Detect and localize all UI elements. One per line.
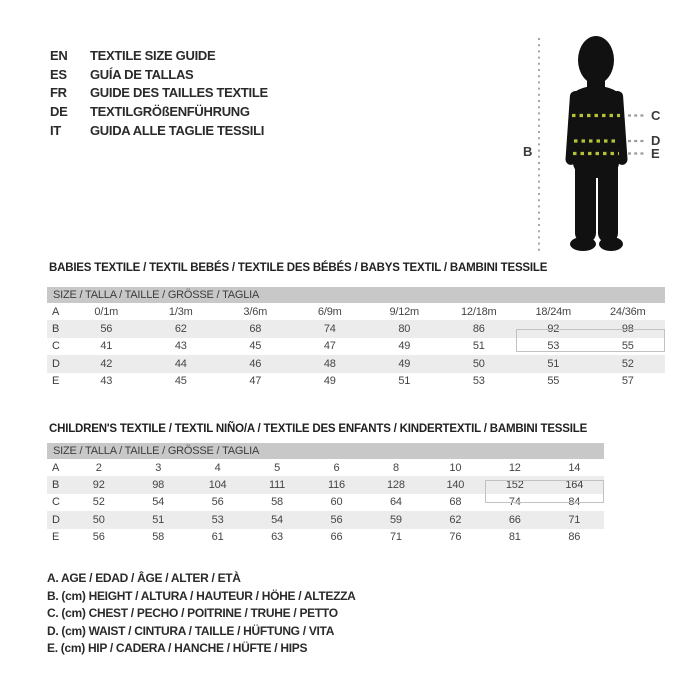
size-value-cell: 43 — [174, 340, 187, 353]
size-value-cell: 6/9m — [317, 305, 342, 318]
size-value-cell: 55 — [621, 340, 634, 353]
size-value-cell: 74 — [508, 496, 521, 509]
size-value-cell: 56 — [211, 496, 224, 509]
size-value-cell: 74 — [323, 323, 336, 336]
size-value-cell: 41 — [100, 340, 113, 353]
size-value-cell: 51 — [547, 357, 560, 370]
size-value-cell: 62 — [449, 513, 462, 526]
language-row — [50, 83, 268, 102]
size-value-cell: 56 — [100, 323, 113, 336]
babies-size-header-bar: SIZE / TALLA / TAILLE / GRÖSSE / TAGLIA — [47, 287, 665, 303]
size-value-cell: 3 — [155, 461, 162, 474]
row-label: D — [52, 513, 60, 526]
language-code: IT — [50, 122, 61, 138]
size-value-cell: 66 — [330, 531, 343, 544]
size-value-cell: 4 — [214, 461, 221, 474]
size-value-cell: 62 — [174, 323, 187, 336]
size-value-cell: 51 — [398, 375, 411, 388]
size-value-cell: 64 — [389, 496, 402, 509]
row-label: C — [52, 496, 60, 509]
size-value-cell: 47 — [249, 375, 262, 388]
size-value-cell: 18/24m — [535, 305, 571, 318]
size-value-cell: 152 — [505, 479, 524, 492]
language-label: TEXTILGRÖßENFÜHRUNG — [90, 103, 250, 119]
size-value-cell: 14 — [568, 461, 581, 474]
size-value-cell: 53 — [211, 513, 224, 526]
size-value-cell: 52 — [92, 496, 105, 509]
size-value-cell: 51 — [472, 340, 485, 353]
size-value-cell: 76 — [449, 531, 462, 544]
size-value-cell: 71 — [389, 531, 402, 544]
size-value-cell: 24/36m — [610, 305, 646, 318]
size-value-cell: 59 — [389, 513, 402, 526]
size-value-cell: 42 — [100, 357, 113, 370]
size-value-cell: 58 — [271, 496, 283, 509]
size-value-cell: 68 — [249, 323, 262, 336]
language-list — [50, 46, 268, 139]
row-label: B — [52, 479, 60, 492]
size-value-cell: 61 — [211, 531, 224, 544]
language-code: ES — [50, 66, 67, 82]
size-value-cell: 50 — [472, 357, 485, 370]
measurement-legend — [47, 570, 356, 658]
size-value-cell: 9/12m — [389, 305, 420, 318]
size-value-cell: 5 — [274, 461, 280, 474]
row-label: E — [52, 531, 60, 544]
children-size-table — [47, 443, 604, 546]
measure-label-height: B — [523, 144, 533, 159]
size-value-cell: 2 — [95, 461, 102, 474]
row-label: C — [52, 340, 60, 353]
size-value-cell: 12/18m — [461, 305, 497, 318]
language-code: EN — [50, 47, 68, 63]
size-value-cell: 54 — [152, 496, 165, 509]
size-value-cell: 56 — [92, 531, 105, 544]
size-value-cell: 53 — [472, 375, 485, 388]
size-value-cell: 12 — [508, 461, 521, 474]
size-value-cell: 50 — [92, 513, 105, 526]
language-label: GUIDA ALLE TAGLIE TESSILI — [90, 122, 265, 138]
size-value-cell: 8 — [392, 461, 399, 474]
size-table-row — [47, 494, 604, 511]
size-table-row — [47, 320, 665, 337]
size-value-cell: 63 — [271, 531, 283, 544]
size-value-cell: 128 — [387, 479, 405, 492]
language-label: GUÍA DE TALLAS — [90, 66, 194, 82]
size-value-cell: 49 — [398, 340, 411, 353]
babies-textile-section — [47, 262, 665, 390]
language-code: FR — [50, 85, 67, 101]
size-value-cell: 164 — [565, 479, 584, 492]
size-value-cell: 54 — [271, 513, 283, 526]
size-table-row — [47, 511, 604, 528]
row-label: A — [52, 305, 60, 318]
size-table-row — [47, 303, 665, 320]
size-value-cell: 44 — [174, 357, 187, 370]
language-row — [50, 121, 268, 140]
size-value-cell: 86 — [472, 323, 485, 336]
size-value-cell: 51 — [152, 513, 165, 526]
language-row — [50, 65, 268, 84]
row-label: E — [52, 375, 60, 388]
children-table-title: CHILDREN'S TEXTILE / TEXTIL NIÑO/A / TEXTILE DES ENFANTS / KINDERTEXTIL / BAMBINI TESSILE — [49, 423, 588, 435]
size-value-cell: 86 — [568, 531, 581, 544]
size-value-cell: 45 — [249, 340, 262, 353]
size-value-cell: 57 — [621, 375, 634, 388]
size-value-cell: 104 — [208, 479, 227, 492]
legend-row: D. (cm) WAIST / CINTURA / TAILLE / HÜFTUNG / VITA — [47, 623, 335, 638]
size-value-cell: 92 — [547, 323, 560, 336]
size-value-cell: 98 — [152, 479, 165, 492]
language-code: DE — [50, 103, 68, 119]
size-value-cell: 140 — [446, 479, 465, 492]
size-value-cell: 46 — [249, 357, 262, 370]
row-label: D — [52, 357, 60, 370]
size-table-row — [47, 338, 665, 355]
size-value-cell: 52 — [621, 357, 634, 370]
size-value-cell: 68 — [449, 496, 462, 509]
babies-size-table — [47, 287, 665, 390]
size-table-row — [47, 529, 604, 546]
size-value-cell: 98 — [621, 323, 634, 336]
size-value-cell: 55 — [547, 375, 560, 388]
size-value-cell: 116 — [328, 479, 345, 492]
size-value-cell: 81 — [508, 531, 521, 544]
legend-row: C. (cm) CHEST / PECHO / POITRINE / TRUHE / PETTO — [47, 606, 338, 621]
row-label: A — [52, 461, 60, 474]
legend-row: B. (cm) HEIGHT / ALTURA / HAUTEUR / HÖHE / ALTEZZA — [47, 588, 356, 603]
size-value-cell: 43 — [100, 375, 113, 388]
size-value-cell: 49 — [398, 357, 411, 370]
size-value-cell: 6 — [333, 461, 340, 474]
size-table-row — [47, 373, 665, 390]
size-value-cell: 47 — [323, 340, 336, 353]
size-value-cell: 0/1m — [94, 305, 119, 318]
size-value-cell: 58 — [152, 531, 165, 544]
measure-label-waist: D — [651, 133, 661, 148]
size-table-row — [47, 476, 604, 493]
size-value-cell: 66 — [508, 513, 521, 526]
legend-row: A. AGE / EDAD / ÂGE / ALTER / ETÀ — [47, 571, 241, 585]
baby-silhouette-graphic — [515, 25, 700, 260]
size-table-row — [47, 355, 665, 372]
size-value-cell: 49 — [323, 375, 336, 388]
size-value-cell: 3/6m — [243, 305, 268, 318]
language-label: GUIDE DES TAILLES TEXTILE — [90, 85, 268, 101]
legend-row: E. (cm) HIP / CADERA / HANCHE / HÜFTE / HIPS — [47, 641, 308, 656]
size-value-cell: 53 — [547, 340, 560, 353]
size-value-cell: 48 — [323, 357, 336, 370]
language-row — [50, 102, 268, 121]
babies-table-title: BABIES TEXTILE / TEXTIL BEBÉS / TEXTILE DES BÉBÉS / BABYS TEXTIL / BAMBINI TESSILE — [49, 262, 548, 274]
size-value-cell: 92 — [92, 479, 105, 492]
row-label: B — [52, 323, 60, 336]
size-value-cell: 71 — [568, 513, 581, 526]
size-value-cell: 1/3m — [168, 305, 193, 318]
size-value-cell: 80 — [398, 323, 411, 336]
language-label: TEXTILE SIZE GUIDE — [90, 47, 216, 63]
baby-measurement-figure — [515, 25, 700, 260]
size-value-cell: 10 — [449, 461, 462, 474]
measure-label-hip: E — [651, 146, 660, 161]
children-textile-section — [47, 423, 604, 546]
size-value-cell: 56 — [330, 513, 343, 526]
size-value-cell: 45 — [174, 375, 187, 388]
size-value-cell: 111 — [268, 479, 286, 492]
language-row — [50, 46, 268, 65]
size-value-cell: 84 — [568, 496, 581, 509]
size-value-cell: 60 — [330, 496, 343, 509]
children-size-header-bar: SIZE / TALLA / TAILLE / GRÖSSE / TAGLIA — [47, 443, 604, 459]
size-table-row — [47, 459, 604, 476]
measure-label-chest: C — [651, 108, 661, 123]
